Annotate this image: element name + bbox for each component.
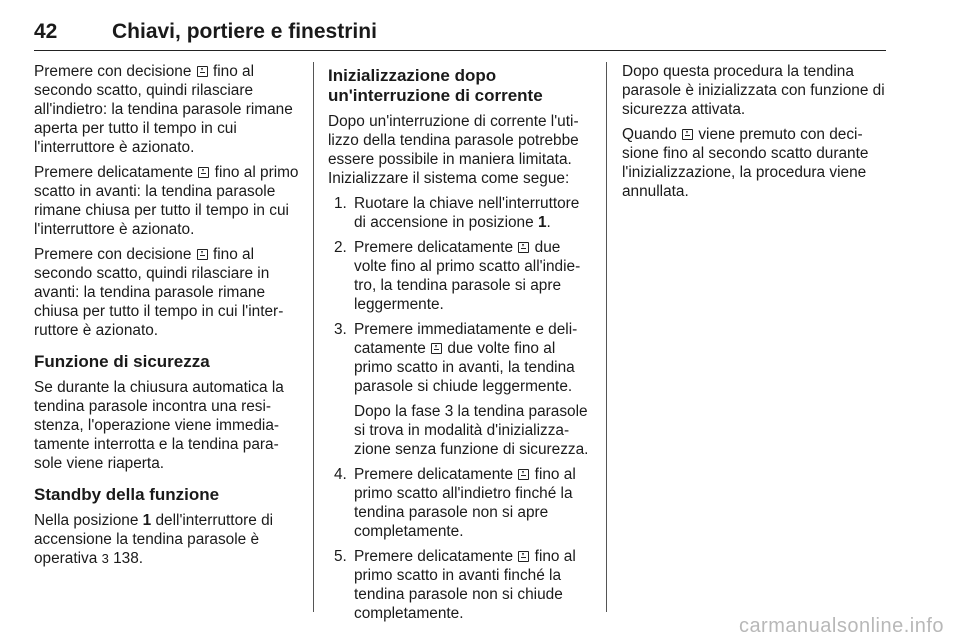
position-number: 1 <box>142 512 152 529</box>
column-left <box>34 62 300 574</box>
text: fino al primo scatto in avanti finché la tendina parasole non si chiude completamente. <box>354 548 576 622</box>
list-item <box>328 547 594 623</box>
section-heading-init: Inizializzazione dopo un'interruzione di corrente <box>328 66 543 105</box>
step-number: 3. <box>334 321 347 338</box>
text: fino al primo scatto all'indietro finché la tendina parasole non si apre completamente. <box>354 466 576 540</box>
sunblind-switch-icon <box>518 242 529 253</box>
paragraph <box>34 511 300 568</box>
sunblind-switch-icon <box>431 343 442 354</box>
text: due volte fino al primo scatto in avanti, la tendina parasole si chiude leggermente. <box>354 340 575 395</box>
list-item <box>328 320 594 459</box>
sunblind-switch-icon <box>518 551 529 562</box>
text: . <box>546 214 551 231</box>
column-divider <box>313 62 314 612</box>
text: Premere delicatamente <box>354 239 518 256</box>
column-middle <box>328 62 594 629</box>
chapter-title: Chiavi, portiere e finestrini <box>112 20 377 43</box>
section-heading-standby: Standby della funzione <box>34 485 220 504</box>
sunblind-switch-icon <box>197 66 208 77</box>
step-number: 1. <box>334 195 347 212</box>
paragraph: Se durante la chiusura automatica la tendina parasole incontra una resistenza, l'operazione viene immediatamente interrotta e la tendina parasole viene riaperta. <box>34 379 284 472</box>
paragraph: Dopo questa procedura la tendina parasole è inizializzata con funzione di sicurezza attivata. <box>622 63 885 118</box>
text: Quando <box>622 126 682 143</box>
text: fino al primo scatto in avanti: la tendina parasole rimane chiusa per tutto il tempo in cui l'interruttore è azionato. <box>34 164 299 238</box>
section-heading-safety: Funzione di sicurezza <box>34 352 210 371</box>
paragraph <box>34 62 300 157</box>
page-number: 42 <box>34 20 58 43</box>
text: due volte fino al primo scatto all'indietro, la tendina parasole si apre leggermente. <box>354 239 581 313</box>
paragraph: Dopo un'interruzione di corrente l'utilizzo della tendina parasole potrebbe essere possibile in maniera limitata. Inizializzare il sistema come segue: <box>328 113 579 187</box>
sunblind-switch-icon <box>682 129 693 140</box>
text: Premere delicatamente <box>34 164 198 181</box>
step-number: 5. <box>334 548 347 565</box>
paragraph <box>622 125 888 201</box>
paragraph <box>34 163 300 239</box>
step-number: 4. <box>334 466 347 483</box>
column-right <box>622 62 888 207</box>
page-reference[interactable]: 138. <box>108 550 144 567</box>
list-item <box>328 238 594 314</box>
step-note: Dopo la fase 3 la tendina parasole si trova in modalità d'inizializzazione senza funzione di sicurezza. <box>354 403 589 458</box>
text: dell'interruttore di accensione la tendina parasole è operativa <box>34 512 274 567</box>
text: Nella posizione <box>34 512 143 529</box>
text: Premere con decisione <box>34 246 196 263</box>
text: Premere delicatamente <box>354 466 518 483</box>
text: viene premuto con decisione fino al secondo scatto durante l'inizializzazione, la procedura viene annullata. <box>622 126 869 200</box>
text: Premere immediatamente e delicatamente <box>354 321 578 357</box>
text: Premere delicatamente <box>354 548 518 565</box>
sunblind-switch-icon <box>197 249 208 260</box>
step-list <box>328 194 594 623</box>
text: Premere con decisione <box>34 63 196 80</box>
text: Ruotare la chiave nell'interruttore di accensione in posizione <box>354 195 580 231</box>
watermark: carmanualsonline.info <box>738 615 944 637</box>
text: fino al secondo scatto, quindi rilasciare in avanti: la tendina parasole rimane chiusa per tutto il tempo in cui l'interruttore è azionato. <box>34 246 284 339</box>
sunblind-switch-icon <box>198 167 209 178</box>
page-reference-arrow-icon[interactable]: 3 <box>101 551 109 566</box>
paragraph <box>34 245 300 340</box>
position-number: 1 <box>537 214 547 231</box>
text: fino al secondo scatto, quindi rilasciare all'indietro: la tendina parasole rimane aperta per tutto il tempo in cui l'interruttore è azionato. <box>34 63 293 156</box>
list-item <box>328 465 594 541</box>
column-divider <box>606 62 607 612</box>
step-number: 2. <box>334 239 347 256</box>
page-header <box>34 20 886 51</box>
sunblind-switch-icon <box>518 469 529 480</box>
list-item <box>328 194 594 232</box>
